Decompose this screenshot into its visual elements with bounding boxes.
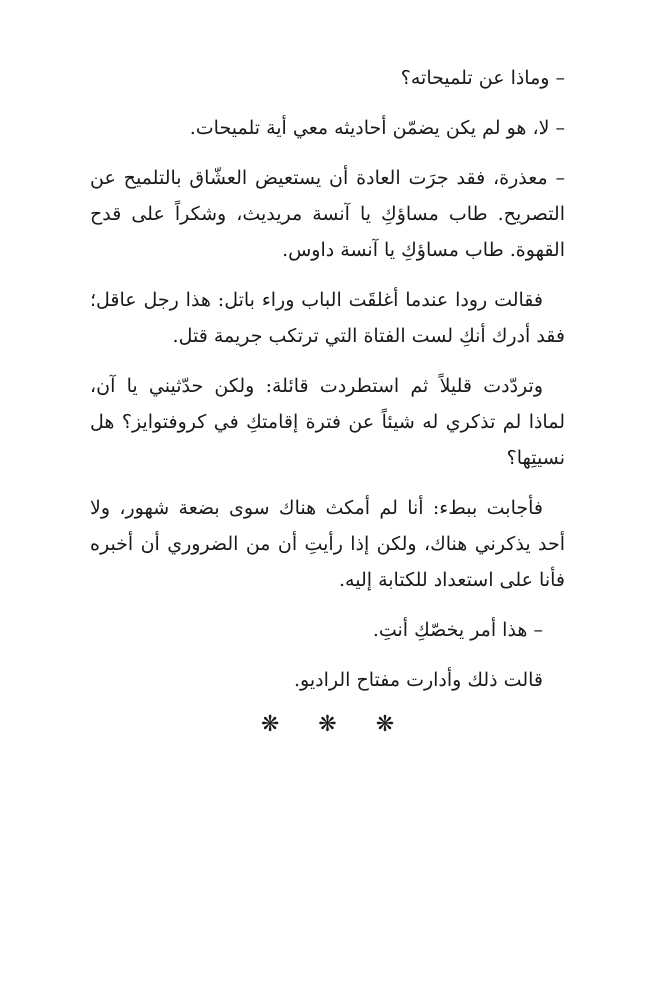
narrative-paragraph-2: وتردّدت قليلاً ثم استطردت قائلة: ولكن حدّثيني يا آن، لماذا لم تذكري له شيئاً عن فترة إقامتكِ في كروفتوايز؟ هل نسيتِها؟ — [90, 375, 565, 469]
section-break-ornament: ❋ ❋ ❋ — [260, 712, 411, 737]
dialogue-line-1: – وماذا عن تلميحاته؟ — [400, 67, 565, 89]
narrative-paragraph-1: فقالت رودا عندما أغلقَت الباب وراء باتل: هذا رجل عاقل؛ فقد أدرك أنكِ لست الفتاة التي ترتكب جريمة قتل. — [90, 289, 565, 347]
dialogue-line-3: – معذرة، فقد جرَت العادة أن يستعيض العشّاق بالتلميح عن التصريح. طاب مساؤكِ يا آنسة مريديث، وشكراً على قدح القهوة. طاب مساؤكِ يا آنسة داوس. — [90, 167, 565, 261]
dialogue-line-2: – لا، هو لم يكن يضمّن أحاديثه معي أية تلميحات. — [189, 117, 565, 139]
dialogue-line-4: – هذا أمر يخصّكِ أنتِ. — [372, 619, 543, 641]
narrative-paragraph-4: قالت ذلك وأدارت مفتاح الراديو. — [293, 669, 543, 691]
narrative-paragraph-3: فأجابت ببطء: أنا لم أمكث هناك سوى بضعة شهور، ولا أحد يذكرني هناك، ولكن إذا رأيتِ أن من الضروري أن أخبره فأنا على استعداد للكتابة إليه. — [90, 497, 565, 591]
